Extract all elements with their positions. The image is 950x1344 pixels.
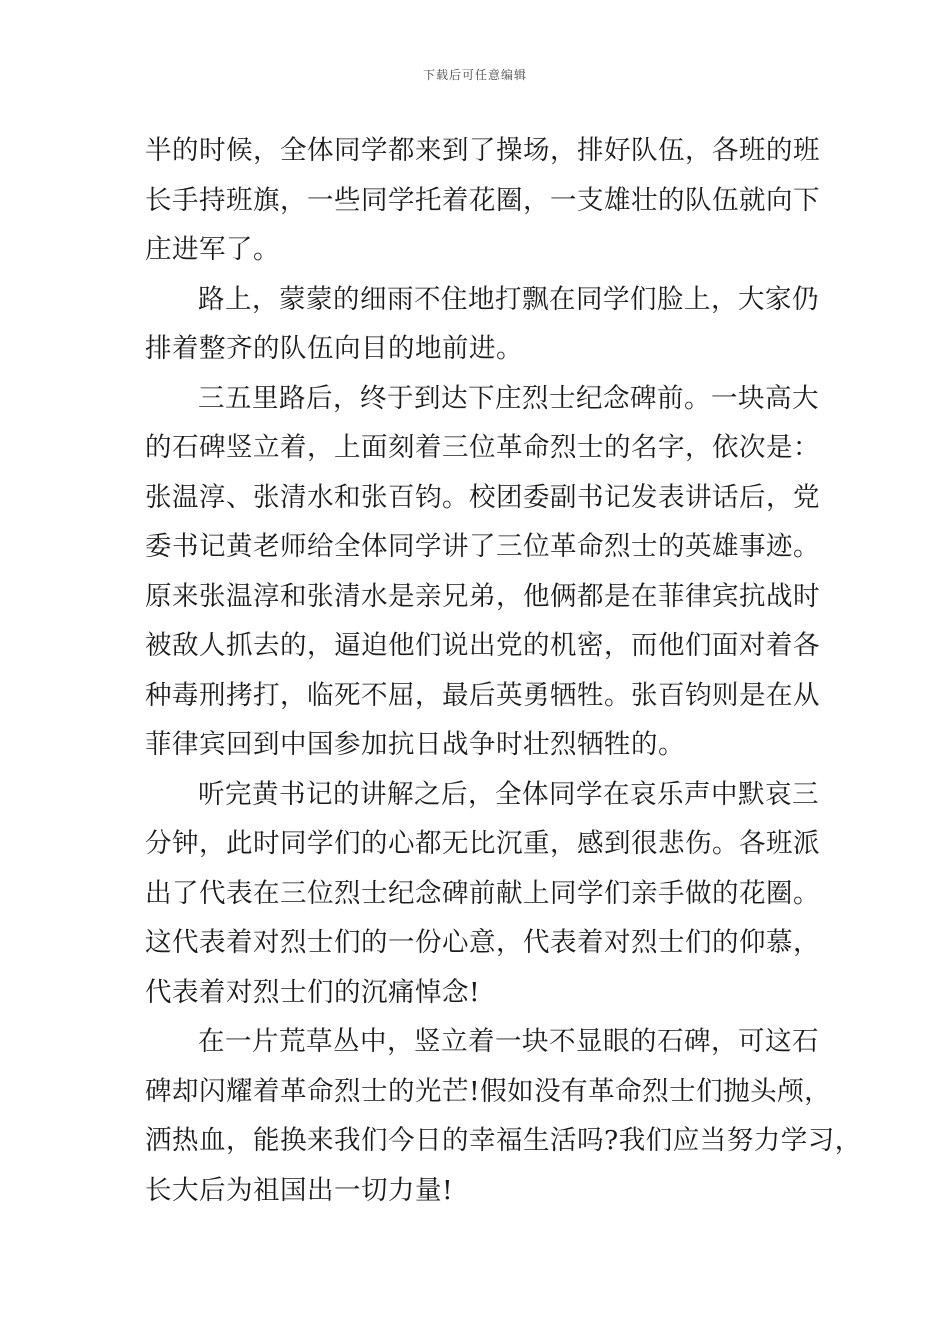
text-line: 在一片荒草丛中，竖立着一块不显眼的石碑，可这石 (198, 1026, 819, 1057)
text-line: 委书记黄老师给全体同学讲了三位革命烈士的英雄事迹。 (145, 531, 820, 562)
text-line: 原来张温淳和张清水是亲兄弟，他俩都是在菲律宾抗战时 (145, 580, 820, 612)
text-line: 出了代表在三位烈士纪念碑前献上同学们亲手做的花圈。 (145, 877, 820, 909)
text-line: 被敌人抓去的，逼迫他们说出党的机密，而他们面对着各 (145, 630, 820, 661)
text-line: 长手持班旗，一些同学托着花圈，一支雄壮的队伍就向下 (145, 184, 820, 216)
paragraph (145, 275, 819, 374)
text-line: 菲律宾回到中国参加抗日战争时壮烈牺牲的。 (145, 729, 685, 760)
text-line: 长大后为祖国出一切力量! (145, 1174, 454, 1206)
paragraph (145, 1017, 862, 1215)
text-line: 听完黄书记的讲解之后，全体同学在哀乐声中默哀三 (198, 778, 819, 810)
text-line: 分钟，此时同学们的心都无比沉重，感到很悲伤。各班派 (145, 828, 820, 859)
paragraph (145, 770, 820, 1018)
text-line: 这代表着对烈士们的一份心意，代表着对烈士们的仰慕， (145, 927, 820, 958)
text-line: 排着整齐的队伍向目的地前进。 (145, 333, 523, 364)
text-line: 种毒刑拷打，临死不屈，最后英勇牺牲。张百钧则是在从 (145, 679, 820, 711)
paragraph (145, 374, 820, 770)
text-line: 庄进军了。 (145, 234, 280, 265)
text-line: 碑却闪耀着革命烈士的光芒!假如没有革命烈士们抛头颅， (145, 1075, 832, 1107)
text-line: 半的时候，全体同学都来到了操场，排好队伍，各班的班 (145, 135, 820, 166)
text-line: 代表着对烈士们的沉痛悼念! (145, 976, 481, 1008)
document-body (145, 126, 862, 1215)
text-line: 路上，蒙蒙的细雨不住地打飘在同学们脸上，大家仍 (198, 283, 819, 315)
paragraph (145, 126, 820, 275)
text-line: 张温淳、张清水和张百钧。校团委副书记发表讲话后，党 (145, 481, 820, 513)
text-line: 三五里路后，终于到达下庄烈士纪念碑前。一块高大 (198, 382, 819, 414)
text-line: 洒热血，能换来我们今日的幸福生活吗?我们应当努力学习， (145, 1125, 862, 1156)
header-note: 下载后可任意编辑 (422, 68, 527, 82)
text-line: 的石碑竖立着，上面刻着三位革命烈士的名字，依次是： (145, 432, 820, 463)
